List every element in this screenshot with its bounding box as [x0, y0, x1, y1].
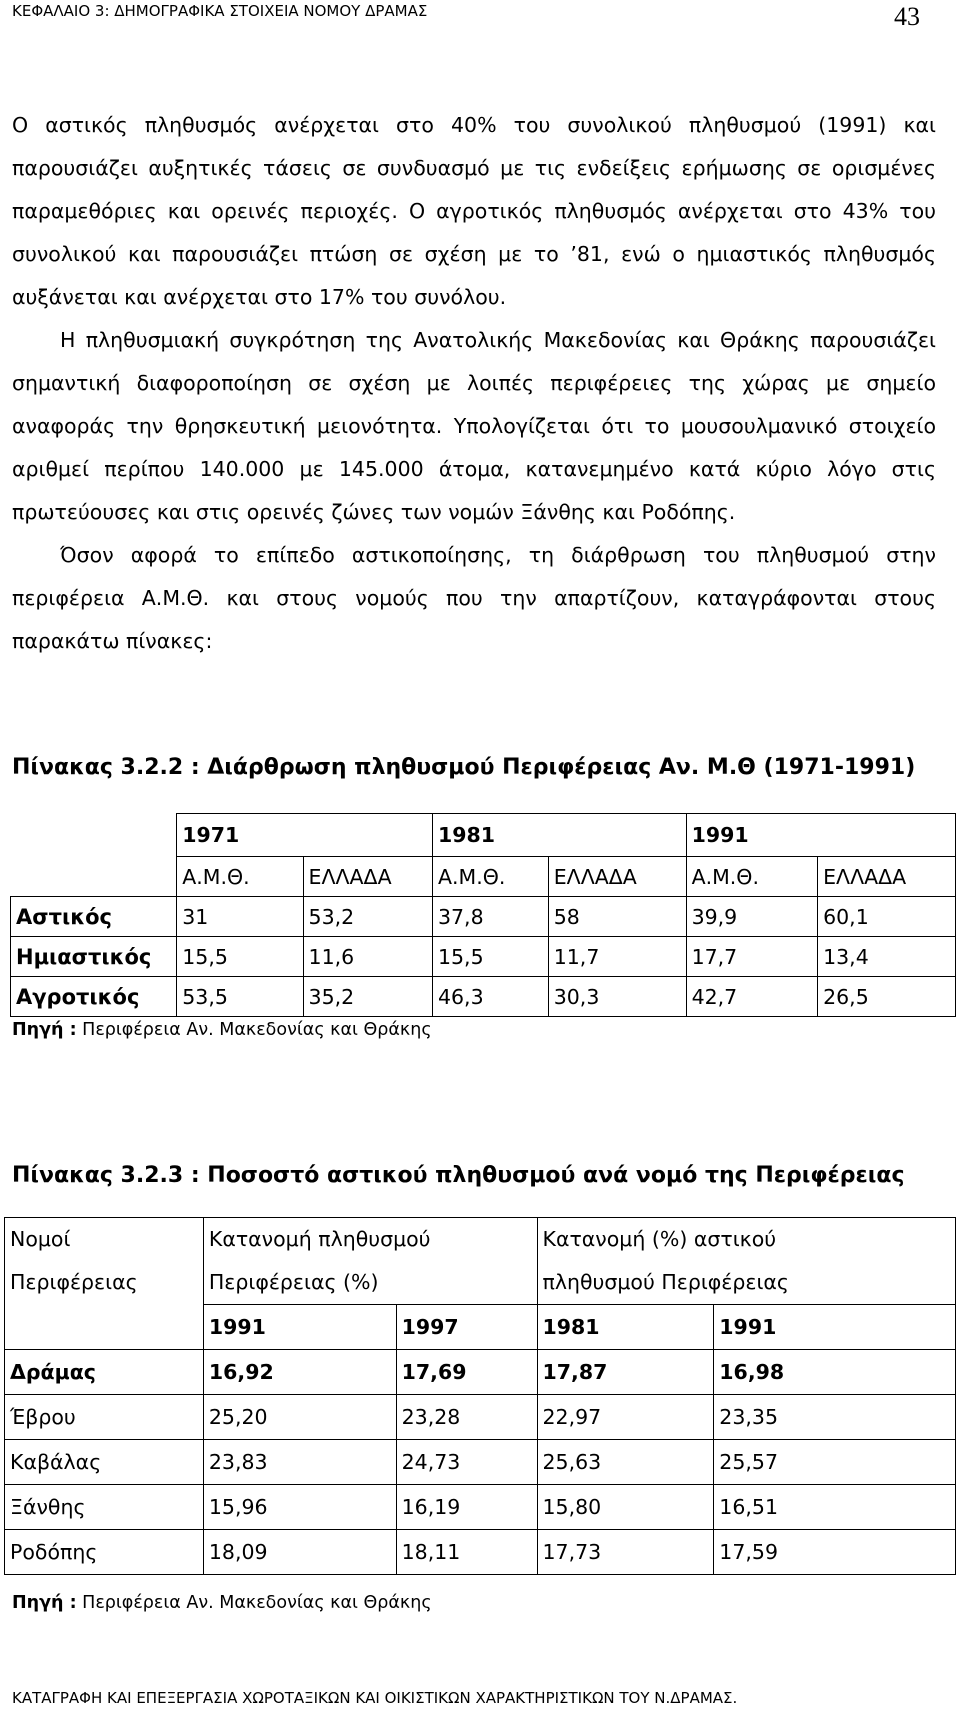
table1-year: 1991 [686, 814, 955, 857]
table-cell: 53,2 [303, 897, 432, 937]
table-row [11, 977, 956, 1017]
table-cell: 42,7 [686, 977, 818, 1017]
table-cell: 37,8 [432, 897, 548, 937]
table-cell: 26,5 [818, 977, 956, 1017]
page-footer: ΚΑΤΑΓΡΑΦΗ ΚΑΙ ΕΠΕΞΕΡΓΑΣΙΑ ΧΩΡΟΤΑΞΙΚΩΝ ΚΑΙ ΟΙΚΙΣΤΙΚΩΝ ΧΑΡΑΚΤΗΡΙΣΤΙΚΩΝ ΤΟΥ Ν.ΔΡΑΜΑΣ. [12, 1689, 738, 1707]
header-line: Περιφέρειας [10, 1270, 138, 1294]
table2-row-label: Δράμας [5, 1350, 204, 1395]
table-cell: 25,57 [714, 1440, 956, 1485]
table-cell: 17,7 [686, 937, 818, 977]
table-cell: 16,98 [714, 1350, 956, 1395]
table1-year: 1971 [177, 814, 433, 857]
table-cell: 16,92 [203, 1350, 396, 1395]
table-cell: 15,5 [432, 937, 548, 977]
header-line: Νομοί [10, 1227, 71, 1251]
paragraph-2: Η πληθυσμιακή συγκρότηση της Ανατολικής Μακεδονίας και Θράκης παρουσιάζει σημαντική διαφοροποίηση σε σχέση με λοιπές περιφέρειες της χώρας με σημείο αναφοράς την θρησκευτική μειονότητα. Υπολογίζεται ότι το μουσουλμανικό στοιχείο αριθμεί περίπου 140.000 με 145.000 άτομα, κατανεμημένο κατά κύριο λόγο στις πρωτεύουσες και στις ορεινές ζώνες των νομών Ξάνθης και Ροδόπης. [12, 328, 936, 524]
table-cell: 46,3 [432, 977, 548, 1017]
table-cell: 23,28 [396, 1395, 537, 1440]
table2-header-row [5, 1218, 956, 1305]
table-cell: 58 [548, 897, 686, 937]
table1-corner [11, 857, 177, 897]
table1-subheader: Α.Μ.Θ. [177, 857, 303, 897]
header-line: Κατανομή (%) αστικού [542, 1227, 777, 1251]
table2-year: 1997 [396, 1305, 537, 1350]
body-text [12, 104, 936, 663]
table1-row-label: Αγροτικός [11, 977, 177, 1017]
table-cell: 25,63 [537, 1440, 714, 1485]
source-text: Περιφέρεια Αν. Μακεδονίας και Θράκης [82, 1593, 432, 1613]
table-cell: 17,59 [714, 1530, 956, 1575]
table-cell: 17,73 [537, 1530, 714, 1575]
table2-row-label: Καβάλας [5, 1440, 204, 1485]
table-row [5, 1440, 956, 1485]
table-cell: 11,7 [548, 937, 686, 977]
table1-corner [11, 814, 177, 857]
table1-subheader-row [11, 857, 956, 897]
running-header: ΚΕΦΑΛΑΙΟ 3: ΔΗΜΟΓΡΑΦΙΚΑ ΣΤΟΙΧΕΙΑ ΝΟΜΟΥ ΔΡΑΜΑΣ [12, 2, 428, 20]
table-cell: 18,11 [396, 1530, 537, 1575]
table-cell: 13,4 [818, 937, 956, 977]
table1-row-label: Ημιαστικός [11, 937, 177, 977]
table2-col3-header [537, 1218, 956, 1305]
paragraph-3: Όσον αφορά το επίπεδο αστικοποίησης, τη διάρθρωση του πληθυσμού στην περιφέρεια Α.Μ.Θ. και στους νομούς που την απαρτίζουν, καταγράφονται στους παρακάτω πίνακες: [12, 543, 936, 653]
table-cell: 31 [177, 897, 303, 937]
table-cell: 17,87 [537, 1350, 714, 1395]
table-cell: 53,5 [177, 977, 303, 1017]
table-row [11, 897, 956, 937]
source-label: Πηγή : [12, 1593, 77, 1613]
table1-year: 1981 [432, 814, 686, 857]
table2-year: 1991 [714, 1305, 956, 1350]
table1-subheader: ΕΛΛΑΔΑ [548, 857, 686, 897]
source-label: Πηγή : [12, 1020, 77, 1040]
table-cell: 17,69 [396, 1350, 537, 1395]
table1-subheader: ΕΛΛΑΔΑ [818, 857, 956, 897]
header-line: Περιφέρειας (%) [208, 1270, 379, 1294]
table1-title: Πίνακας 3.2.2 : Διάρθρωση πληθυσμού Περιφέρειας Αν. Μ.Θ (1971-1991) [12, 755, 916, 780]
table-row [5, 1350, 956, 1395]
table-cell: 16,19 [396, 1485, 537, 1530]
table1-subheader: Α.Μ.Θ. [432, 857, 548, 897]
table-cell: 15,5 [177, 937, 303, 977]
table-cell: 35,2 [303, 977, 432, 1017]
table-cell: 18,09 [203, 1530, 396, 1575]
table2-year: 1991 [203, 1305, 396, 1350]
table1-row-label: Αστικός [11, 897, 177, 937]
table-cell: 11,6 [303, 937, 432, 977]
table-cell: 60,1 [818, 897, 956, 937]
table2-source [12, 1593, 432, 1613]
table-row [11, 937, 956, 977]
table2-row-label: Ξάνθης [5, 1485, 204, 1530]
table2-year: 1981 [537, 1305, 714, 1350]
table-cell: 30,3 [548, 977, 686, 1017]
source-text: Περιφέρεια Αν. Μακεδονίας και Θράκης [82, 1020, 432, 1040]
table1-year-row [11, 814, 956, 857]
table-cell: 24,73 [396, 1440, 537, 1485]
table-cell: 25,20 [203, 1395, 396, 1440]
page-number: 43 [894, 2, 920, 31]
table2-col1-header [5, 1218, 204, 1350]
table1-source [12, 1020, 432, 1040]
table-cell: 23,35 [714, 1395, 956, 1440]
table2-col2-header [203, 1218, 537, 1305]
table-row [5, 1530, 956, 1575]
table-cell: 39,9 [686, 897, 818, 937]
table-cell: 23,83 [203, 1440, 396, 1485]
table2-title: Πίνακας 3.2.3 : Ποσοστό αστικού πληθυσμού ανά νομό της Περιφέρειας [12, 1163, 905, 1188]
table2-row-label: Έβρου [5, 1395, 204, 1440]
table1-subheader: Α.Μ.Θ. [686, 857, 818, 897]
table1 [10, 813, 956, 1017]
table1-subheader: ΕΛΛΑΔΑ [303, 857, 432, 897]
header-line: πληθυσμού Περιφέρειας [542, 1270, 789, 1294]
table-row [5, 1485, 956, 1530]
table2-row-label: Ροδόπης [5, 1530, 204, 1575]
table-row [5, 1395, 956, 1440]
table-cell: 16,51 [714, 1485, 956, 1530]
table-cell: 15,96 [203, 1485, 396, 1530]
table-cell: 15,80 [537, 1485, 714, 1530]
table-cell: 22,97 [537, 1395, 714, 1440]
header-line: Κατανομή πληθυσμού [208, 1227, 431, 1251]
paragraph-1: Ο αστικός πληθυσμός ανέρχεται στο 40% του συνολικού πληθυσμού (1991) και παρουσιάζει αυξητικές τάσεις σε συνδυασμό με τις ενδείξεις ερήμωσης σε ορισμένες παραμεθόριες και ορεινές περιοχές. Ο αγροτικός πληθυσμός ανέρχεται στο 43% του συνολικού και παρουσιάζει πτώση σε σχέση με το ’81, ενώ ο ημιαστικός πληθυσμός αυξάνεται και ανέρχεται στο 17% του συνόλου. [12, 113, 936, 309]
table2 [4, 1217, 956, 1575]
